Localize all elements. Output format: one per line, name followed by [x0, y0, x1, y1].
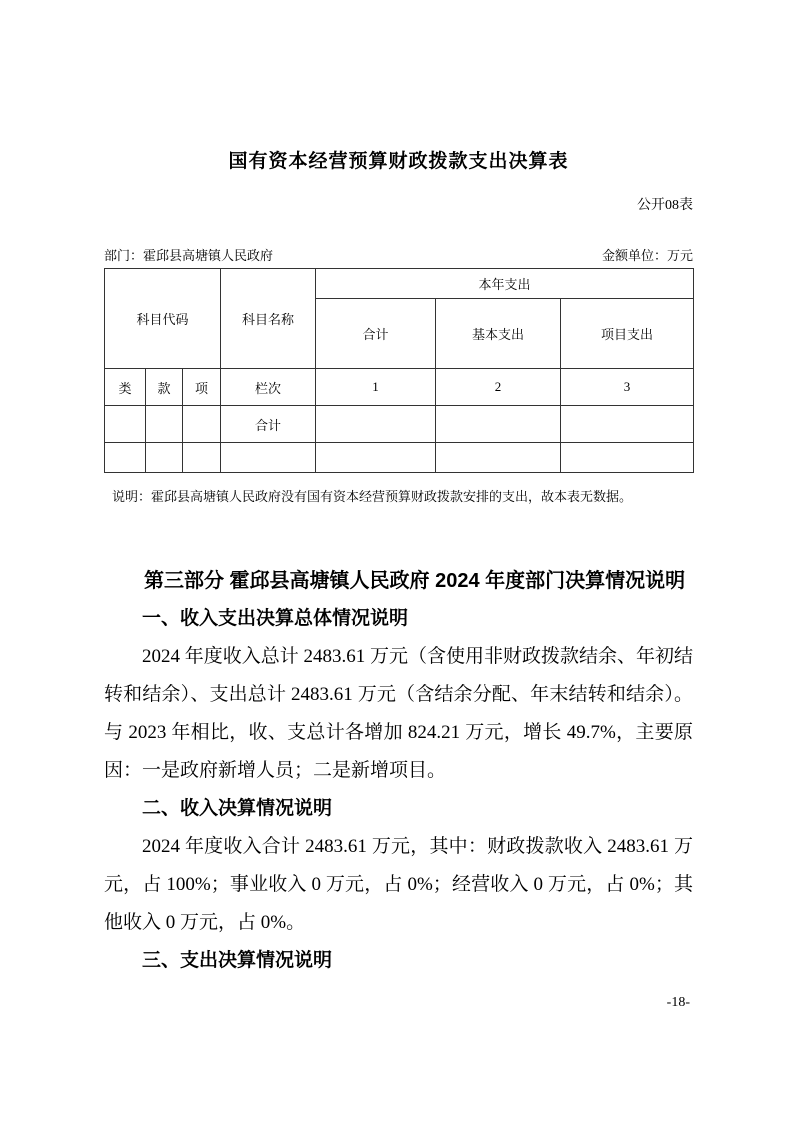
part3-heading: 第三部分 霍邱县高塘镇人民政府 2024 年度部门决算情况说明 [144, 570, 686, 592]
cell-kuan [146, 443, 183, 473]
table-meta-row [104, 245, 693, 268]
cell-lei [105, 406, 146, 443]
header-subject-code: 科目代码 [105, 269, 221, 369]
cell-name [221, 443, 316, 473]
cell-xiang [183, 443, 221, 473]
table-header-row-1 [105, 269, 694, 299]
cell-xiang [183, 406, 221, 443]
section3-heading: 三、支出决算情况说明 [142, 950, 333, 971]
section1-heading: 一、收入支出决算总体情况说明 [142, 608, 409, 629]
page-number: -18- [666, 995, 690, 1010]
cell-name: 合计 [221, 406, 316, 443]
cell-value [436, 443, 561, 473]
header-current-year-expenditure: 本年支出 [316, 269, 694, 299]
header-total: 合计 [316, 299, 436, 369]
cell-value [316, 406, 436, 443]
cell-kuan: 款 [146, 369, 183, 406]
body-text [104, 562, 693, 980]
document-title: 国有资本经营预算财政拨款支出决算表 [228, 151, 569, 172]
page-content [104, 0, 693, 980]
table-row [105, 406, 694, 443]
cell-xiang: 项 [183, 369, 221, 406]
cell-lei: 类 [105, 369, 146, 406]
section2-paragraph: 2024 年度收入合计 2483.61 万元，其中：财政拨款收入 2483.61 万元，占 100%；事业收入 0 万元，占 0%；经营收入 0 万元，占 0%；其他收入 0 万元，占 0%。 [104, 836, 693, 933]
header-project-expenditure: 项目支出 [561, 299, 694, 369]
table-row [105, 369, 694, 406]
table-row [105, 443, 694, 473]
cell-value: 2 [436, 369, 561, 406]
cell-value: 3 [561, 369, 694, 406]
cell-value [561, 406, 694, 443]
form-tag: 公开08表 [637, 198, 693, 213]
table-note: 说明：霍邱县高塘镇人民政府没有国有资本经营预算财政拨款安排的支出，故本表无数据。 [112, 489, 633, 504]
department-label: 部门：霍邱县高塘镇人民政府 [104, 248, 274, 263]
cell-lei [105, 443, 146, 473]
budget-table [104, 268, 694, 473]
section2-heading: 二、收入决算情况说明 [142, 798, 333, 819]
cell-value [561, 443, 694, 473]
unit-label: 金额单位：万元 [601, 248, 693, 263]
cell-kuan [146, 406, 183, 443]
header-subject-name: 科目名称 [221, 269, 316, 369]
cell-value [316, 443, 436, 473]
cell-name: 栏次 [221, 369, 316, 406]
section1-paragraph: 2024 年度收入总计 2483.61 万元（含使用非财政拨款结余、年初结转和结余）、支出总计 2483.61 万元（含结余分配、年末结转和结余）。与 2023 年相比，收、支总计各增加 824.21 万元，增长 49.7%，主要原因：一是政府新增人员；二是新增项目。 [104, 646, 694, 781]
cell-value [436, 406, 561, 443]
header-basic-expenditure: 基本支出 [436, 299, 561, 369]
cell-value: 1 [316, 369, 436, 406]
